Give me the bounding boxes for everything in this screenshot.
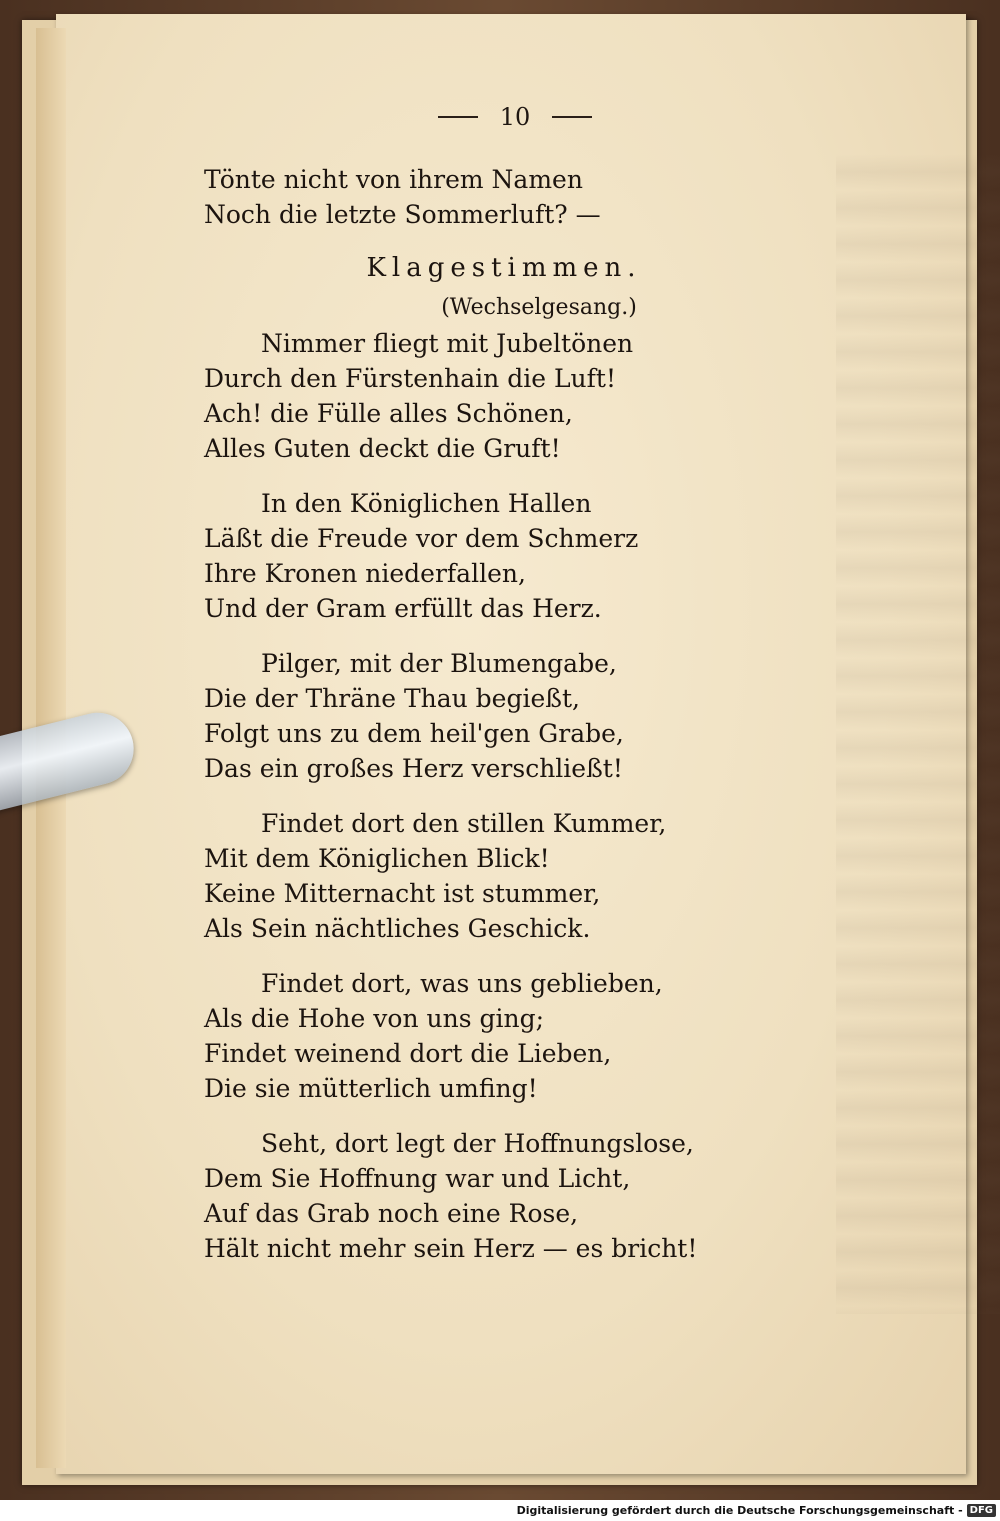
verse-line: Die der Thräne Thau begießt, <box>204 684 580 713</box>
verse-line: Keine Mitternacht ist stummer, <box>204 879 601 908</box>
verse-line: In den Königlichen Hallen <box>261 489 592 518</box>
verse-line: Ach! die Fülle alles Schönen, <box>204 399 573 428</box>
header-dash-left <box>438 116 478 118</box>
footer-credit: Digitalisierung gefördert durch die Deutsche Forschungsgemeinschaft - <box>516 1504 963 1517</box>
verse-line: Als Sein nächtliches Geschick. <box>204 914 591 943</box>
poem-title: Klagestimmen. <box>366 253 642 283</box>
header-dash-right <box>552 116 592 118</box>
poem-subtitle: (Wechselgesang.) <box>441 295 637 320</box>
verse-line: Hält nicht mehr sein Herz — es bricht! <box>204 1234 698 1263</box>
verse-line: Das ein großes Herz verschließt! <box>204 754 623 783</box>
verse-line: Seht, dort legt der Hoffnungslose, <box>261 1129 694 1158</box>
text-line: Noch die letzte Sommerluft? — <box>204 200 601 229</box>
verse-line: Durch den Fürstenhain die Luft! <box>204 364 616 393</box>
digitization-footer <box>0 1500 1000 1521</box>
verse-line: Findet weinend dort die Lieben, <box>204 1039 612 1068</box>
stanza-3 <box>204 646 764 786</box>
verse-line: Auf das Grab noch eine Rose, <box>204 1199 579 1228</box>
stanza-1 <box>204 326 764 466</box>
verse-line: Mit dem Königlichen Blick! <box>204 844 550 873</box>
verse-line: Findet dort, was uns geblieben, <box>261 969 663 998</box>
verse-line: Alles Guten deckt die Gruft! <box>204 434 561 463</box>
verse-line: Und der Gram erfüllt das Herz. <box>204 594 602 623</box>
verse-line: Dem Sie Hoffnung war und Licht, <box>204 1164 631 1193</box>
verse-line: Die sie mütterlich umfing! <box>204 1074 538 1103</box>
page-number: 10 <box>499 103 531 131</box>
verse-line: Pilger, mit der Blumengabe, <box>261 649 617 678</box>
verse-line: Findet dort den stillen Kummer, <box>261 809 667 838</box>
stanza-6 <box>204 1126 764 1266</box>
verse-line: Nimmer fliegt mit Jubeltönen <box>261 329 634 358</box>
show-through-text <box>836 154 1000 1314</box>
poem-text <box>204 162 764 1266</box>
stanza-5 <box>204 966 764 1106</box>
text-line: Tönte nicht von ihrem Namen <box>204 165 583 194</box>
stanza-4 <box>204 806 764 946</box>
page-header <box>400 102 630 132</box>
dfg-logo: DFG <box>967 1504 996 1517</box>
verse-line: Als die Hohe von uns ging; <box>204 1004 544 1033</box>
verse-line: Läßt die Freude vor dem Schmerz <box>204 524 639 553</box>
stanza-2 <box>204 486 764 626</box>
verse-line: Ihre Kronen niederfallen, <box>204 559 526 588</box>
verse-line: Folgt uns zu dem heil'gen Grabe, <box>204 719 624 748</box>
